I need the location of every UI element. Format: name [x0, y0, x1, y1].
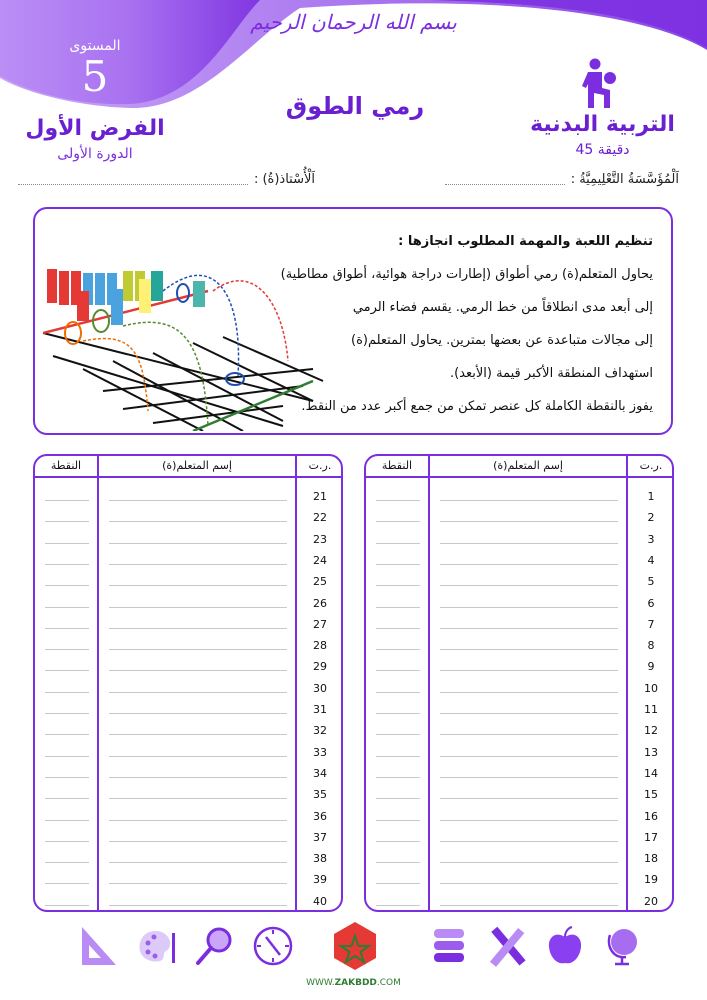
- row-number: 29: [313, 660, 327, 674]
- header-number: ر.ت.: [308, 459, 332, 472]
- score-line[interactable]: [45, 607, 89, 608]
- score-line[interactable]: [45, 521, 89, 522]
- student-name-line[interactable]: [440, 500, 618, 501]
- score-line[interactable]: [45, 905, 89, 906]
- score-line[interactable]: [376, 905, 420, 906]
- teacher-field[interactable]: [18, 172, 315, 187]
- row-number: 37: [313, 830, 327, 844]
- student-name-line[interactable]: [440, 820, 618, 821]
- apple-icon: [544, 925, 586, 967]
- header-name: إسم المتعلم(ة): [162, 459, 232, 472]
- row-number: 6: [647, 596, 655, 610]
- student-name-line[interactable]: [440, 670, 618, 671]
- student-name-line[interactable]: [440, 692, 618, 693]
- score-line[interactable]: [45, 543, 89, 544]
- score-line[interactable]: [376, 543, 420, 544]
- row-number: 32: [313, 724, 327, 738]
- score-line[interactable]: [376, 734, 420, 735]
- table-row: [35, 848, 341, 869]
- score-line[interactable]: [376, 607, 420, 608]
- student-name-line[interactable]: [440, 713, 618, 714]
- table-row: [35, 742, 341, 763]
- header-number: ر.ت.: [639, 459, 663, 472]
- student-name-line[interactable]: [109, 777, 287, 778]
- score-line[interactable]: [45, 820, 89, 821]
- table-row: [366, 742, 672, 763]
- score-line[interactable]: [45, 670, 89, 671]
- description-line: إلى أبعد مدى انطلاقاً من خط الرمي. يقسم فضاء الرمي: [352, 300, 653, 315]
- teacher-label: اَلْأُسْتاذ(ةُ) :: [253, 172, 315, 187]
- students-table-1-20: [364, 454, 674, 912]
- table-row: [366, 848, 672, 869]
- subject-duration: 45 دقيقة: [575, 142, 630, 158]
- table-row: [366, 550, 672, 571]
- row-number: 19: [644, 873, 658, 887]
- books-icon: [428, 925, 470, 967]
- school-input-line[interactable]: [445, 175, 565, 185]
- magnifier-icon: [194, 925, 236, 967]
- table-row: [35, 529, 341, 550]
- student-name-line[interactable]: [109, 713, 287, 714]
- row-number: 34: [313, 766, 327, 780]
- children-throwing-hoops-illustration: [43, 261, 333, 431]
- score-line[interactable]: [45, 798, 89, 799]
- student-name-line[interactable]: [440, 543, 618, 544]
- table-row: [35, 720, 341, 741]
- student-name-line[interactable]: [109, 862, 287, 863]
- student-name-line[interactable]: [109, 649, 287, 650]
- row-number: 3: [647, 532, 655, 546]
- table-header: [366, 456, 672, 478]
- row-number: 14: [644, 766, 658, 780]
- student-name-line[interactable]: [440, 798, 618, 799]
- row-number: 2: [647, 511, 655, 525]
- row-number: 23: [313, 532, 327, 546]
- set-square-icon: [78, 925, 120, 967]
- student-name-line[interactable]: [440, 628, 618, 629]
- score-line[interactable]: [376, 564, 420, 565]
- table-row: [35, 678, 341, 699]
- row-number: 38: [313, 852, 327, 866]
- row-number: 28: [313, 639, 327, 653]
- score-line[interactable]: [376, 841, 420, 842]
- table-row: [35, 550, 341, 571]
- score-line[interactable]: [376, 628, 420, 629]
- table-row: [366, 720, 672, 741]
- student-name-line[interactable]: [440, 777, 618, 778]
- row-number: 9: [647, 660, 655, 674]
- table-row: [35, 869, 341, 890]
- level-label: المستوى: [69, 38, 121, 54]
- level-badge: [50, 38, 140, 100]
- table-row: [35, 507, 341, 528]
- table-row: [366, 806, 672, 827]
- score-line[interactable]: [45, 500, 89, 501]
- score-line[interactable]: [45, 692, 89, 693]
- lesson-title: رمي الطوق: [285, 92, 425, 120]
- table-row: [366, 529, 672, 550]
- row-number: 27: [313, 617, 327, 631]
- row-number: 10: [644, 681, 658, 695]
- row-number: 35: [313, 788, 327, 802]
- student-name-line[interactable]: [109, 670, 287, 671]
- description-line: يحاول المتعلم(ة) رمي أطواق (إطارات دراجة هوائية، أطواق مطاطية): [280, 267, 653, 282]
- row-number: 21: [313, 490, 327, 503]
- footer-url[interactable]: [0, 978, 707, 988]
- student-name-line[interactable]: [440, 585, 618, 586]
- student-name-line[interactable]: [440, 607, 618, 608]
- row-number: 20: [644, 894, 658, 908]
- row-number: 33: [313, 745, 327, 759]
- score-line[interactable]: [376, 585, 420, 586]
- row-number: 22: [313, 511, 327, 525]
- url-brand: ZAKBDD: [334, 978, 377, 988]
- row-number: 1: [647, 490, 655, 503]
- row-number: 18: [644, 852, 658, 866]
- student-name-line[interactable]: [109, 905, 287, 906]
- subject-title: التربية البدنية: [530, 112, 675, 137]
- athlete-kick-icon: [580, 58, 620, 110]
- student-name-line[interactable]: [440, 649, 618, 650]
- score-line[interactable]: [376, 692, 420, 693]
- score-line[interactable]: [376, 649, 420, 650]
- table-header: [35, 456, 341, 478]
- row-number: 25: [313, 575, 327, 589]
- table-row: [366, 891, 672, 912]
- row-number: 40: [313, 894, 327, 908]
- score-line[interactable]: [376, 500, 420, 501]
- globe-icon: [602, 925, 644, 967]
- student-name-line[interactable]: [109, 692, 287, 693]
- student-name-line[interactable]: [109, 820, 287, 821]
- table-row: [35, 763, 341, 784]
- score-line[interactable]: [45, 841, 89, 842]
- score-line[interactable]: [45, 756, 89, 757]
- student-name-line[interactable]: [109, 756, 287, 757]
- score-line[interactable]: [376, 883, 420, 884]
- score-line[interactable]: [45, 649, 89, 650]
- table-row: [35, 635, 341, 656]
- student-name-line[interactable]: [109, 883, 287, 884]
- morocco-flag-icon: [332, 921, 378, 971]
- footer-icons: [70, 925, 640, 975]
- score-line[interactable]: [376, 777, 420, 778]
- row-number: 8: [647, 639, 655, 653]
- score-line[interactable]: [45, 628, 89, 629]
- table-row: [366, 678, 672, 699]
- table-row: [366, 486, 672, 507]
- table-row: [366, 763, 672, 784]
- header-score: النقطة: [381, 459, 413, 472]
- url-prefix: WWW.: [306, 978, 335, 988]
- table-row: [366, 635, 672, 656]
- student-name-line[interactable]: [109, 543, 287, 544]
- table-row: [366, 571, 672, 592]
- row-number: 31: [313, 703, 327, 716]
- table-row: [366, 656, 672, 677]
- score-line[interactable]: [45, 734, 89, 735]
- table-row: [35, 806, 341, 827]
- score-line[interactable]: [45, 564, 89, 565]
- score-line[interactable]: [45, 585, 89, 586]
- student-name-line[interactable]: [440, 521, 618, 522]
- score-line[interactable]: [376, 756, 420, 757]
- table-row: [35, 891, 341, 912]
- score-line[interactable]: [376, 521, 420, 522]
- palette-icon: [136, 925, 178, 967]
- table-row: [366, 507, 672, 528]
- student-name-line[interactable]: [440, 756, 618, 757]
- url-suffix: .COM: [376, 978, 401, 988]
- student-name-line[interactable]: [109, 734, 287, 735]
- description-line: يفوز بالنقطة الكاملة كل عنصر تمكن من جمع أكبر عدد من النقط.: [301, 399, 653, 414]
- student-name-line[interactable]: [109, 628, 287, 629]
- level-number: 5: [81, 52, 109, 101]
- table-row: [35, 614, 341, 635]
- table-row: [366, 869, 672, 890]
- score-line[interactable]: [376, 798, 420, 799]
- row-number: 15: [644, 788, 658, 802]
- description-line: إلى مجالات متباعدة عن بعضها بمترين. يحاول المتعلم(ة): [351, 333, 653, 348]
- row-number: 26: [313, 596, 327, 610]
- student-name-line[interactable]: [440, 883, 618, 884]
- student-name-line[interactable]: [440, 564, 618, 565]
- score-line[interactable]: [45, 777, 89, 778]
- score-line[interactable]: [376, 862, 420, 863]
- header-score: النقطة: [50, 459, 82, 472]
- table-row: [35, 571, 341, 592]
- row-number: 36: [313, 809, 327, 823]
- row-number: 13: [644, 745, 658, 759]
- student-name-line[interactable]: [440, 734, 618, 735]
- student-name-line[interactable]: [109, 841, 287, 842]
- students-table-21-40: [33, 454, 343, 912]
- student-name-line[interactable]: [440, 841, 618, 842]
- teacher-input-line[interactable]: [18, 175, 248, 185]
- table-row: [35, 827, 341, 848]
- score-line[interactable]: [376, 670, 420, 671]
- table-row: [366, 784, 672, 805]
- student-name-line[interactable]: [109, 500, 287, 501]
- score-line[interactable]: [376, 820, 420, 821]
- student-name-line[interactable]: [440, 905, 618, 906]
- table-row: [35, 699, 341, 720]
- game-description-card: [33, 207, 673, 435]
- score-line[interactable]: [45, 713, 89, 714]
- table-row: [35, 656, 341, 677]
- exam-subtitle: الدورة الأولى: [57, 146, 133, 162]
- score-line[interactable]: [376, 713, 420, 714]
- row-number: 30: [313, 681, 327, 695]
- table-row: [35, 593, 341, 614]
- basmala: بسم الله الرحمان الرحيم: [250, 10, 457, 34]
- table-row: [366, 614, 672, 635]
- row-number: 7: [647, 617, 655, 631]
- row-number: 16: [644, 809, 658, 823]
- row-number: 4: [647, 553, 655, 567]
- row-number: 12: [644, 724, 658, 738]
- header-name: إسم المتعلم(ة): [493, 459, 563, 472]
- student-name-line[interactable]: [109, 798, 287, 799]
- description-line: استهداف المنطقة الأكبر قيمة (الأبعد).: [449, 366, 653, 381]
- student-name-line[interactable]: [440, 862, 618, 863]
- pencil-ruler-icon: [486, 925, 528, 967]
- table-row: [366, 593, 672, 614]
- row-number: 17: [644, 830, 658, 844]
- exam-title: الفرض الأول: [25, 116, 165, 141]
- clock-icon: [252, 925, 294, 967]
- student-name-line[interactable]: [109, 585, 287, 586]
- description-title: تنظيم اللعبة والمهمة المطلوب انجازها :: [398, 234, 653, 249]
- table-row: [35, 784, 341, 805]
- row-number: 24: [313, 553, 327, 567]
- score-line[interactable]: [45, 883, 89, 884]
- row-number: 5: [647, 575, 655, 589]
- row-number: 11: [644, 703, 658, 716]
- school-label: اَلْمُؤَسَّسَةُ التَّعْلِيمِيَّةُ :: [570, 172, 679, 187]
- table-row: [35, 486, 341, 507]
- score-line[interactable]: [45, 862, 89, 863]
- row-number: 39: [313, 873, 327, 887]
- student-name-line[interactable]: [109, 521, 287, 522]
- student-name-line[interactable]: [109, 564, 287, 565]
- table-row: [366, 827, 672, 848]
- student-name-line[interactable]: [109, 607, 287, 608]
- school-field[interactable]: [445, 172, 679, 187]
- table-row: [366, 699, 672, 720]
